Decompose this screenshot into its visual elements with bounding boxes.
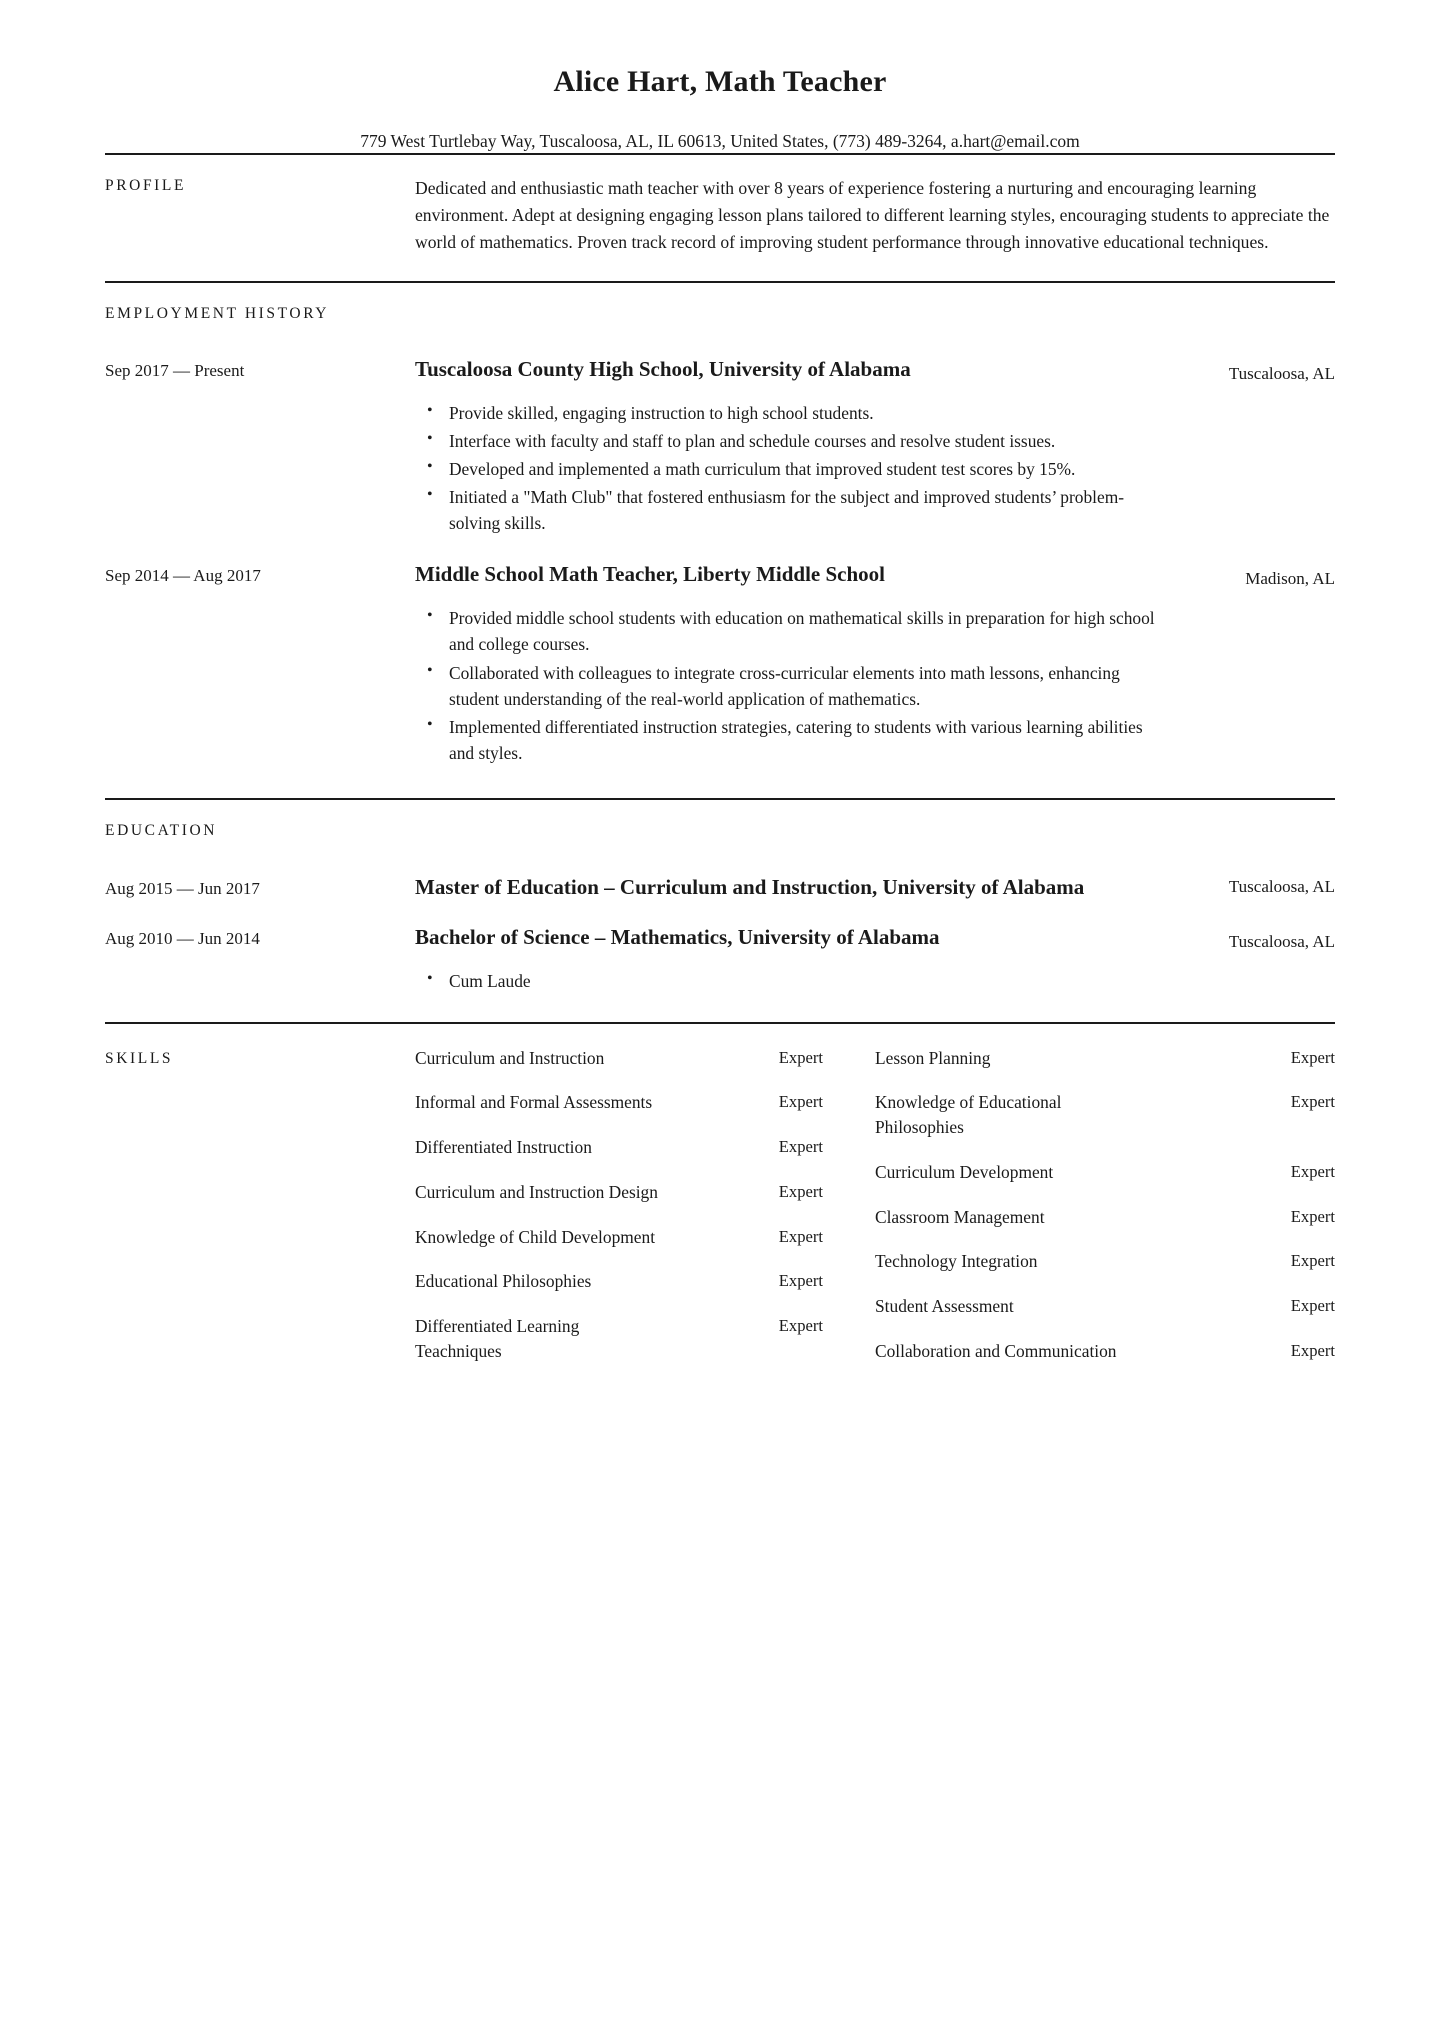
section-heading-education: EDUCATION <box>105 821 218 839</box>
skill-row <box>875 1339 1335 1364</box>
entry-bullet: • Provide skilled, engaging instruction to high school students. <box>415 400 1161 426</box>
entry-date-range: Aug 2010 — Jun 2014 <box>105 928 260 948</box>
skill-name: Knowledge of Educational Philosophies <box>875 1092 1062 1138</box>
skill-level: Expert <box>1290 1340 1335 1360</box>
entry-body <box>415 560 1335 767</box>
entry-bullet-list <box>415 605 1335 766</box>
page-title: Alice Hart, Math Teacher <box>553 65 887 98</box>
skills-grid <box>415 1046 1335 1384</box>
skill-name: Curriculum and Instruction <box>415 1047 605 1068</box>
skill-name: Differentiated Learning Teachniques <box>415 1316 580 1361</box>
skill-name: Educational Philosophies <box>415 1271 592 1292</box>
skills-section <box>105 1022 1335 1424</box>
skill-level: Expert <box>778 1092 823 1112</box>
skill-level: Expert <box>778 1316 823 1335</box>
skill-name: Curriculum Development <box>875 1161 1054 1182</box>
skill-level: Expert <box>778 1047 823 1067</box>
education-heading-row <box>105 800 1335 851</box>
profile-section <box>105 153 1335 281</box>
skill-row <box>415 1046 823 1071</box>
skill-row <box>875 1046 1335 1071</box>
entry-bullet: • Implemented differentiated instruction strategies, catering to students with various learning abilities and styles. <box>415 714 1161 766</box>
entry-row <box>105 538 1335 767</box>
entry-location: Tuscaloosa, AL <box>1228 877 1335 897</box>
entry-title: Middle School Math Teacher, Liberty Middle School <box>415 562 885 587</box>
profile-label-column <box>105 155 415 281</box>
entry-date-range: Aug 2015 — Jun 2017 <box>105 878 260 898</box>
employment-section <box>105 281 1335 798</box>
entry-body <box>415 355 1335 538</box>
skill-row <box>415 1269 823 1294</box>
skill-level: Expert <box>1290 1092 1335 1112</box>
education-entry-list <box>105 851 1335 1022</box>
entry-location: Tuscaloosa, AL <box>1228 364 1335 384</box>
skill-name: Student Assessment <box>875 1296 1014 1316</box>
profile-paragraph: Dedicated and enthusiastic math teacher with over 8 years of experience fostering a nurturing and encouraging learning environment. Adept at designing engaging lesson plans tailored to different learning styles, encouraging students to appreciate the world of mathematics. Proven track record of improving student performance through innovative educational techniques. <box>415 177 1330 253</box>
education-section <box>105 798 1335 1022</box>
employment-heading-row <box>105 283 1335 334</box>
skill-row <box>875 1160 1335 1185</box>
profile-content-column <box>415 155 1335 281</box>
entry-date-range: Sep 2017 — Present <box>105 361 245 381</box>
resume-header <box>0 0 1440 153</box>
skill-row <box>875 1205 1335 1230</box>
skill-level: Expert <box>778 1181 823 1201</box>
skill-name: Classroom Management <box>875 1206 1045 1227</box>
skill-row <box>875 1249 1335 1274</box>
entry-title: Master of Education – Curriculum and Instruction, University of Alabama <box>415 874 1085 899</box>
entry-date-range: Sep 2014 — Aug 2017 <box>105 566 261 586</box>
skill-name: Collaboration and Communication <box>875 1340 1117 1361</box>
entry-bullet: • Provided middle school students with education on mathematical skills in preparation for high school and college courses. <box>415 605 1161 657</box>
contact-info: 779 West Turtlebay Way, Tuscaloosa, AL, IL 60613, United States, (773) 489-3264, a.hart@email.com <box>360 131 1080 151</box>
employment-entry-list <box>105 333 1335 798</box>
skill-row <box>875 1090 1335 1139</box>
skill-row <box>415 1090 823 1115</box>
skill-level: Expert <box>1290 1161 1335 1181</box>
skill-name: Lesson Planning <box>875 1047 991 1068</box>
entry-bullet: • Developed and implemented a math curriculum that improved student test scores by 15%. <box>415 456 1161 482</box>
skill-name: Curriculum and Instruction Design <box>415 1181 658 1202</box>
entry-bullet: • Cum Laude <box>415 968 1161 994</box>
entry-bullet: • Interface with faculty and staff to plan and schedule courses and resolve student issues. <box>415 428 1161 454</box>
skill-level: Expert <box>1290 1251 1335 1271</box>
skill-row <box>415 1225 823 1250</box>
skill-name: Knowledge of Child Development <box>415 1226 656 1247</box>
entry-bullet-list <box>415 968 1335 994</box>
skill-name: Informal and Formal Assessments <box>415 1092 653 1113</box>
skill-level: Expert <box>778 1137 823 1157</box>
skill-row <box>415 1180 823 1205</box>
entry-bullet-list <box>415 400 1335 537</box>
entry-location: Tuscaloosa, AL <box>1228 931 1335 951</box>
entry-row <box>105 333 1335 538</box>
entry-row <box>105 851 1335 901</box>
entry-row <box>105 901 1335 996</box>
skill-level: Expert <box>1290 1296 1335 1315</box>
entry-body <box>415 923 1335 996</box>
entry-bullet: • Initiated a "Math Club" that fostered enthusiasm for the subject and improved students’ problem-solving skills. <box>415 484 1161 536</box>
skills-column-left <box>415 1046 875 1384</box>
section-heading-profile: PROFILE <box>105 176 187 194</box>
skill-name: Technology Integration <box>875 1251 1038 1272</box>
section-heading-skills: SKILLS <box>105 1049 174 1067</box>
entry-title: Tuscaloosa County High School, University of Alabama <box>415 357 911 382</box>
skill-level: Expert <box>1290 1206 1335 1226</box>
skills-column-right <box>875 1046 1335 1384</box>
entry-bullet: • Collaborated with colleagues to integrate cross-curricular elements into math lessons, enhancing student understanding of the real-world application of mathematics. <box>415 660 1161 712</box>
skill-name: Differentiated Instruction <box>415 1137 592 1158</box>
skill-row <box>415 1135 823 1160</box>
skill-level: Expert <box>778 1271 823 1291</box>
skill-row <box>875 1294 1335 1319</box>
skill-row <box>415 1314 823 1363</box>
skills-label-column <box>105 1046 415 1384</box>
entry-location: Madison, AL <box>1245 569 1335 589</box>
skill-level: Expert <box>778 1226 823 1246</box>
entry-body <box>415 873 1335 901</box>
entry-title: Bachelor of Science – Mathematics, University of Alabama <box>415 924 940 949</box>
skill-level: Expert <box>1290 1047 1335 1067</box>
section-heading-employment-history: EMPLOYMENT HISTORY <box>105 304 330 322</box>
